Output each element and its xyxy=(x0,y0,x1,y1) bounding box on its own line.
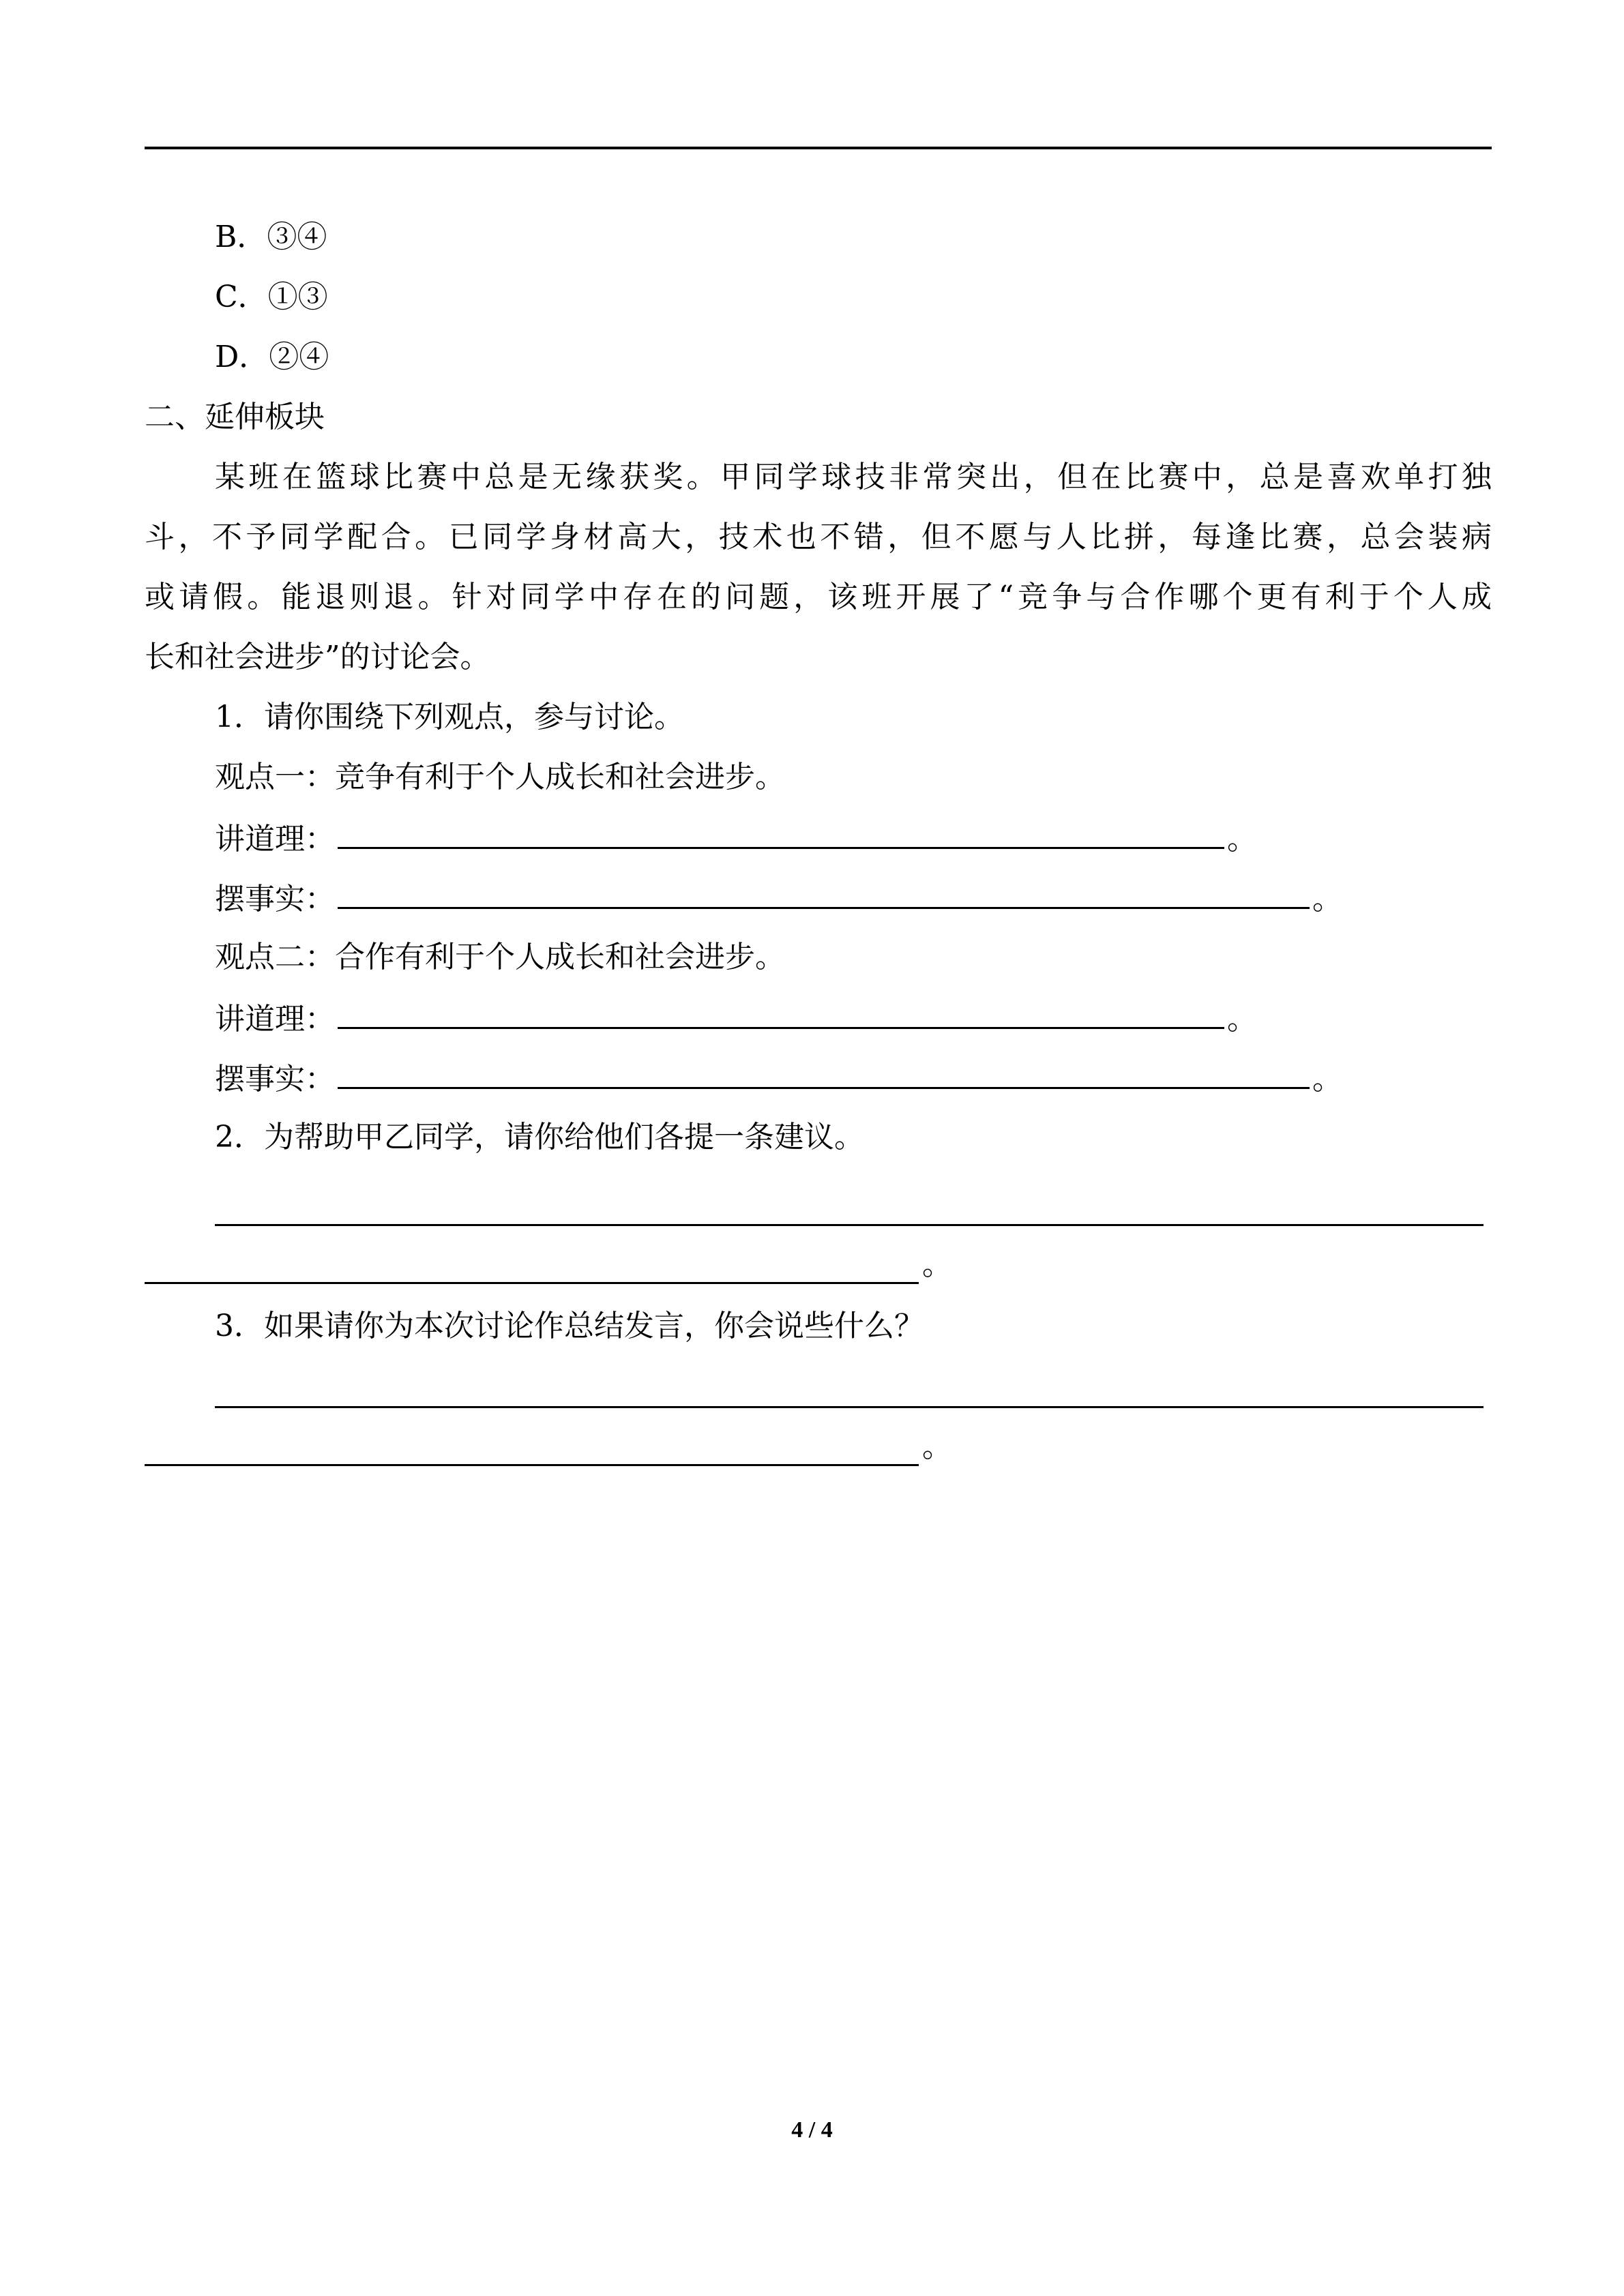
section-title: 二、延伸板块 xyxy=(145,400,325,434)
reason-label: 讲道理： xyxy=(215,822,335,856)
option-content: ②④ xyxy=(269,340,329,374)
question-1-prompt: 1．请你围绕下列观点，参与讨论。 xyxy=(215,700,684,734)
passage-line: 或请假。能退则退。针对同学中存在的问题，该班开展了“竞争与合作哪个更有利于个人成 xyxy=(145,580,1492,614)
view-1-reason-row xyxy=(215,817,1257,860)
option-b xyxy=(215,217,327,258)
view-2-reason-row xyxy=(215,997,1257,1040)
option-letter: B． xyxy=(215,220,267,254)
period: 。 xyxy=(922,1247,952,1282)
period: 。 xyxy=(1227,1002,1257,1037)
option-c xyxy=(215,277,328,318)
page-number: 4 / 4 xyxy=(791,2117,833,2143)
passage-line: 斗，不予同学配合。已同学身材高大，技术也不错，但不愿与人比拼，每逢比赛，总会装病 xyxy=(145,520,1492,554)
fact-label: 摆事实： xyxy=(215,882,335,916)
question-3-prompt: 3．如果请你为本次讨论作总结发言，你会说些什么？ xyxy=(215,1309,924,1343)
period: 。 xyxy=(1227,822,1257,856)
period: 。 xyxy=(922,1429,952,1464)
option-content: ①③ xyxy=(267,280,328,314)
answer-blank-line[interactable] xyxy=(215,1406,1483,1408)
view-2-title: 观点二：合作有利于个人成长和社会进步。 xyxy=(215,940,785,974)
option-d xyxy=(215,337,329,378)
view-2-fact-row xyxy=(215,1057,1342,1100)
reason-answer-blank[interactable] xyxy=(338,817,1224,849)
reason-answer-blank[interactable] xyxy=(338,997,1224,1029)
header-rule xyxy=(145,147,1492,149)
fact-answer-blank[interactable] xyxy=(338,1057,1310,1089)
fact-label: 摆事实： xyxy=(215,1062,335,1097)
option-content: ③④ xyxy=(267,220,327,254)
passage-line: 某班在篮球比赛中总是无缘获奖。甲同学球技非常突出，但在比赛中，总是喜欢单打独 xyxy=(215,460,1492,494)
fact-answer-blank[interactable] xyxy=(338,877,1310,909)
option-letter: D． xyxy=(215,340,269,374)
option-letter: C． xyxy=(215,280,268,314)
answer-blank-line[interactable] xyxy=(145,1282,919,1284)
view-1-fact-row xyxy=(215,877,1342,920)
passage-line: 长和社会进步”的讨论会。 xyxy=(145,640,490,674)
question-2-prompt: 2．为帮助甲乙同学，请你给他们各提一条建议。 xyxy=(215,1120,864,1154)
period: 。 xyxy=(1312,882,1342,916)
answer-blank-line[interactable] xyxy=(145,1464,919,1466)
reason-label: 讲道理： xyxy=(215,1002,335,1037)
answer-blank-line[interactable] xyxy=(215,1224,1483,1226)
view-1-title: 观点一：竞争有利于个人成长和社会进步。 xyxy=(215,760,785,794)
period: 。 xyxy=(1312,1062,1342,1097)
